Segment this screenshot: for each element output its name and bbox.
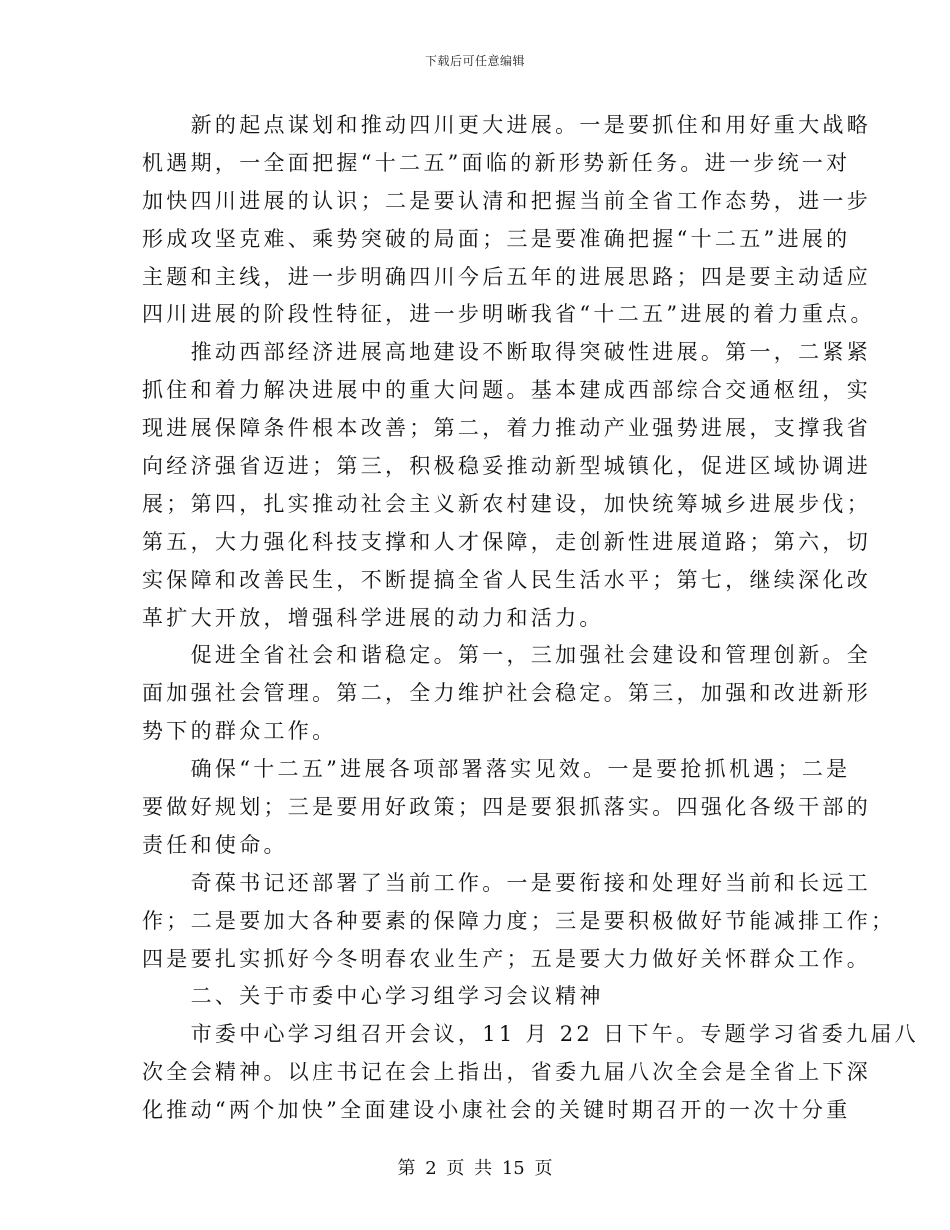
text-line: 第五，大力强化科技支撑和人才保障，走创新性进展道路；第六，切 — [142, 529, 871, 554]
text-line: 革扩大开放，增强科学进展的动力和活力。 — [142, 605, 604, 630]
text-line: 四川进展的阶段性特征，进一步明晰我省“十二五”进展的着力重点。 — [142, 302, 875, 327]
text-line: 确保“十二五”进展各项部署落实见效。一是要抢抓机遇；二是 — [142, 757, 851, 782]
text-line: 作；二是要加大各种要素的保障力度；三是要积极做好节能减排工作； — [142, 908, 896, 933]
page-number-footer: 第 2 页 共 15 页 — [397, 1158, 553, 1179]
page-header: 下载后可任意编辑 — [424, 54, 525, 68]
document-body — [142, 107, 919, 1130]
text-line: 展；第四，扎实推动社会主义新农村建设，加快统筹城乡进展步伐； — [142, 491, 871, 516]
text-line: 新的起点谋划和推动四川更大进展。一是要抓住和用好重大战略 — [142, 113, 871, 137]
text-line: 市委中心学习组召开会议，11 月 22 日下午。专题学习省委九届八 — [142, 1022, 919, 1047]
text-line: 四是要扎实抓好今冬明春农业生产；五是要大力做好关怀群众工作。 — [142, 946, 871, 971]
text-line: 奇葆书记还部署了当前工作。一是要衔接和处理好当前和长远工 — [142, 870, 871, 895]
text-line: 面加强社会管理。第二，全力维护社会稳定。第三，加强和改进新形 — [142, 681, 871, 706]
text-line: 促进全省社会和谐稳定。第一，三加强社会建设和管理创新。全 — [142, 643, 871, 668]
section-heading: 二、关于市委中心学习组学习会议精神 — [142, 984, 604, 1009]
text-line: 抓住和着力解决进展中的重大问题。基本建成西部综合交通枢纽，实 — [142, 378, 871, 403]
text-line: 化推动“两个加快”全面建设小康社会的关键时期召开的一次十分重 — [142, 1098, 851, 1123]
text-line: 主题和主线，进一步明确四川今后五年的进展思路；四是要主动适应 — [142, 264, 871, 289]
text-line: 推动西部经济进展高地建设不断取得突破性进展。第一，二紧紧 — [142, 340, 871, 365]
text-line: 责任和使命。 — [142, 832, 288, 857]
text-line: 现进展保障条件根本改善；第二，着力推动产业强势进展，支撑我省 — [142, 416, 871, 441]
text-line: 要做好规划；三是要用好政策；四是要狠抓落实。四强化各级干部的 — [142, 795, 871, 820]
text-line: 势下的群众工作。 — [142, 719, 337, 744]
text-line: 向经济强省迈进；第三，积极稳妥推动新型城镇化，促进区域协调进 — [142, 454, 871, 479]
text-line: 形成攻坚克难、乘势突破的局面；三是要准确把握“十二五”进展的 — [142, 226, 851, 251]
text-line: 机遇期，一全面把握“十二五”面临的新形势新任务。进一步统一对 — [142, 150, 851, 175]
text-line: 次全会精神。以庄书记在会上指出，省委九届八次全会是全省上下深 — [142, 1060, 871, 1085]
text-line: 实保障和改善民生，不断提搞全省人民生活水平；第七，继续深化改 — [142, 567, 871, 592]
text-line: 加快四川进展的认识；二是要认清和把握当前全省工作态势，进一步 — [142, 188, 871, 213]
